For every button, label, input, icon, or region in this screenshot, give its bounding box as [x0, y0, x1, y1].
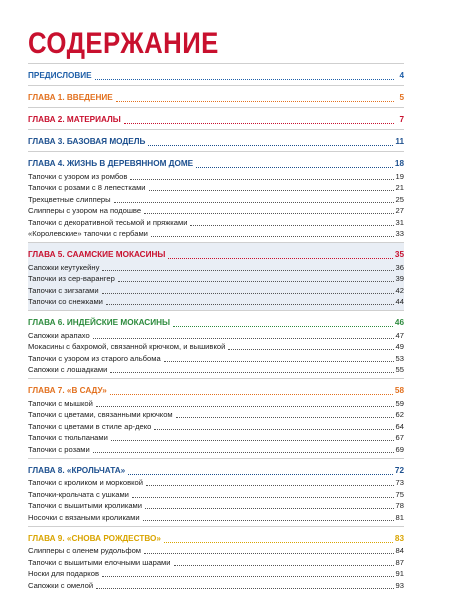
chapter-title: ГЛАВА 1. ВВЕДЕНИЕ [28, 93, 113, 102]
toc-section [28, 85, 404, 107]
dot-leader [148, 144, 393, 146]
entry-title: Сапожки с омелой [28, 580, 94, 590]
dot-leader [102, 292, 394, 294]
entry-page-number: 59 [395, 398, 404, 408]
chapter-page-number: 18 [394, 159, 404, 168]
toc-entry[interactable] [28, 397, 404, 409]
entry-title: Тапочки с розами [28, 444, 90, 454]
entry-title: Мокасины с бахромой, связанной крючком, и вышивкой [28, 342, 226, 351]
entry-page-number: 19 [395, 171, 404, 181]
toc-section [28, 107, 404, 129]
chapter-title: ГЛАВА 3. БАЗОВАЯ МОДЕЛЬ [28, 137, 146, 146]
toc-entry[interactable] [28, 443, 404, 455]
chapter-heading[interactable] [28, 463, 404, 477]
chapter-title: ГЛАВА 4. ЖИЗНЬ В ДЕРЕВЯННОМ ДОМЕ [28, 159, 194, 168]
entry-page-number: 69 [395, 444, 404, 454]
entry-title: Тапочки из сер-варангер [28, 274, 115, 283]
entry-page-number: 27 [395, 206, 404, 215]
chapter-heading[interactable] [28, 134, 404, 148]
dot-leader [114, 201, 394, 203]
toc-entry[interactable] [28, 205, 404, 217]
dot-leader [154, 428, 393, 430]
dot-leader [164, 360, 394, 362]
toc-entry[interactable] [28, 216, 404, 228]
entry-title: «Королевские» тапочки с гербами [28, 229, 148, 238]
chapter-heading[interactable] [28, 315, 404, 329]
entry-page-number: 84 [395, 546, 404, 555]
entry-title: Слипперы с оленем рудольфом [28, 546, 142, 555]
dot-leader [174, 564, 394, 566]
dot-leader [168, 257, 392, 259]
dot-leader [190, 224, 393, 226]
toc-entry[interactable] [28, 409, 404, 421]
toc-entry[interactable] [28, 329, 404, 341]
dot-leader [196, 166, 393, 168]
entry-title: Тапочки-крольчата с ушками [28, 489, 129, 499]
dot-leader [124, 122, 394, 124]
entry-title: Тапочки с тюльпанами [28, 433, 108, 442]
chapter-heading[interactable] [28, 531, 404, 545]
entry-title: Тапочки с вышитыми елочными шарами [28, 557, 171, 567]
dot-leader [95, 78, 394, 80]
entry-page-number: 73 [395, 478, 404, 487]
chapter-title: ГЛАВА 8. «КРОЛЬЧАТА» [28, 465, 126, 475]
entry-page-number: 42 [395, 285, 404, 295]
entry-title: Сапожки с лошадками [28, 365, 108, 374]
dot-leader [145, 507, 394, 509]
toc-entry[interactable] [28, 170, 404, 182]
chapter-page-number: 11 [395, 137, 404, 146]
toc-entry[interactable] [28, 568, 404, 580]
toc-entry[interactable] [28, 432, 404, 444]
dot-leader [111, 439, 394, 441]
entry-page-number: 44 [395, 297, 404, 306]
dot-leader [176, 416, 394, 418]
chapter-page-number: 4 [399, 71, 404, 80]
entry-title: Сапожки арапахо [28, 330, 90, 340]
chapter-heading[interactable] [28, 156, 404, 170]
toc-entry[interactable] [28, 261, 404, 273]
toc-section [28, 310, 404, 378]
entry-title: Носки для подарков [28, 569, 99, 578]
chapter-page-number: 7 [399, 115, 404, 124]
dot-leader [144, 552, 394, 554]
toc-entry[interactable] [28, 488, 404, 500]
chapter-title: ГЛАВА 6. ИНДЕЙСКИЕ МОКАСИНЫ [28, 318, 171, 327]
chapter-page-number: 72 [394, 465, 404, 475]
dot-leader [146, 484, 394, 486]
entry-page-number: 49 [395, 342, 404, 351]
dot-leader [96, 405, 394, 407]
dot-leader [128, 473, 393, 475]
entry-page-number: 25 [395, 194, 404, 204]
dot-leader [96, 587, 393, 589]
entry-title: Тапочки с цветами в стиле ар-деко [28, 421, 152, 431]
entry-page-number: 53 [395, 353, 404, 363]
dot-leader [116, 100, 394, 102]
toc-section [28, 242, 404, 310]
entry-page-number: 33 [395, 229, 404, 238]
entry-page-number: 62 [395, 410, 404, 419]
entry-title: Носочки с вязаными кроликами [28, 512, 140, 522]
entry-page-number: 75 [395, 489, 404, 499]
entry-title: Тапочки с декоративной тесьмой и пряжками [28, 217, 188, 227]
entry-title: Тапочки с узором из старого альбома [28, 353, 161, 363]
dot-leader [110, 393, 393, 395]
chapter-title: ГЛАВА 9. «СНОВА РОЖДЕСТВО» [28, 533, 161, 543]
entry-title: Тапочки с цветами, связанными крючком [28, 410, 173, 419]
dot-leader [130, 178, 393, 180]
dot-leader [132, 496, 394, 498]
page-title: СОДЕРЖАНИЕ [28, 27, 219, 60]
chapter-page-number: 35 [394, 250, 404, 259]
toc-section [28, 526, 404, 594]
entry-page-number: 31 [395, 217, 404, 227]
dot-leader [151, 235, 394, 237]
chapter-heading[interactable] [28, 383, 404, 397]
toc-section [28, 378, 404, 458]
dot-leader [143, 519, 394, 521]
table-of-contents [28, 63, 404, 594]
entry-page-number: 91 [395, 569, 404, 578]
entry-page-number: 55 [395, 365, 404, 374]
dot-leader [164, 541, 393, 543]
entry-page-number: 21 [395, 183, 404, 192]
entry-page-number: 39 [395, 274, 404, 283]
dot-leader [149, 189, 394, 191]
dot-leader [102, 269, 393, 271]
dot-leader [173, 325, 393, 327]
entry-page-number: 47 [395, 330, 404, 340]
toc-entry[interactable] [28, 556, 404, 568]
chapter-heading[interactable] [28, 90, 404, 104]
entry-title: Тапочки с зигзагами [28, 285, 99, 295]
toc-entry[interactable] [28, 500, 404, 512]
toc-section [28, 129, 404, 151]
toc-entry[interactable] [28, 511, 404, 523]
toc-entry[interactable] [28, 341, 404, 353]
entry-title: Тапочки с кроликом и морковкой [28, 478, 144, 487]
chapter-page-number: 46 [394, 318, 404, 327]
entry-page-number: 67 [395, 433, 404, 442]
dot-leader [93, 451, 394, 453]
entry-title: Тапочки с мышкой [28, 398, 93, 408]
chapter-heading[interactable] [28, 247, 404, 261]
entry-page-number: 93 [395, 580, 404, 590]
toc-entry[interactable] [28, 296, 404, 308]
entry-title: Тапочки с вышитыми кроликами [28, 501, 143, 510]
entry-page-number: 87 [395, 557, 404, 567]
toc-section [28, 63, 404, 85]
dot-leader [102, 575, 394, 577]
toc-entry[interactable] [28, 273, 404, 285]
toc-entry[interactable] [28, 228, 404, 240]
toc-entry[interactable] [28, 182, 404, 194]
chapter-title: ГЛАВА 2. МАТЕРИАЛЫ [28, 115, 121, 124]
toc-entry[interactable] [28, 579, 404, 591]
chapter-page-number: 83 [394, 533, 404, 543]
entry-page-number: 78 [395, 501, 404, 510]
toc-entry[interactable] [28, 352, 404, 364]
toc-section [28, 151, 404, 242]
dot-leader [144, 212, 393, 214]
entry-page-number: 64 [395, 421, 404, 431]
chapter-title: ГЛАВА 5. СААМСКИЕ МОКАСИНЫ [28, 250, 166, 259]
toc-entry[interactable] [28, 477, 404, 489]
chapter-heading[interactable] [28, 112, 404, 126]
chapter-page-number: 58 [394, 386, 404, 395]
toc-entry[interactable] [28, 420, 404, 432]
entry-title: Сапожки кеутукейну [28, 262, 100, 272]
entry-title: Тапочки с узором из ромбов [28, 171, 128, 181]
toc-section [28, 458, 404, 526]
entry-title: Тапочки со снежками [28, 297, 103, 306]
dot-leader [93, 337, 394, 339]
chapter-page-number: 5 [399, 93, 404, 102]
toc-entry[interactable] [28, 364, 404, 376]
entry-page-number: 36 [395, 262, 404, 272]
dot-leader [110, 371, 393, 373]
chapter-heading[interactable] [28, 68, 404, 82]
dot-leader [106, 303, 394, 305]
entry-page-number: 81 [395, 512, 404, 522]
entry-title: Трехцветные слипперы [28, 194, 111, 204]
chapter-title: ГЛАВА 7. «В САДУ» [28, 386, 107, 395]
toc-entry[interactable] [28, 284, 404, 296]
dot-leader [118, 280, 394, 282]
dot-leader [228, 348, 393, 350]
toc-entry[interactable] [28, 193, 404, 205]
toc-entry[interactable] [28, 545, 404, 557]
entry-title: Слипперы с узором на подошве [28, 206, 142, 215]
entry-title: Тапочки с розами с 8 лепестками [28, 183, 146, 192]
chapter-title: ПРЕДИСЛОВИЕ [28, 71, 92, 80]
